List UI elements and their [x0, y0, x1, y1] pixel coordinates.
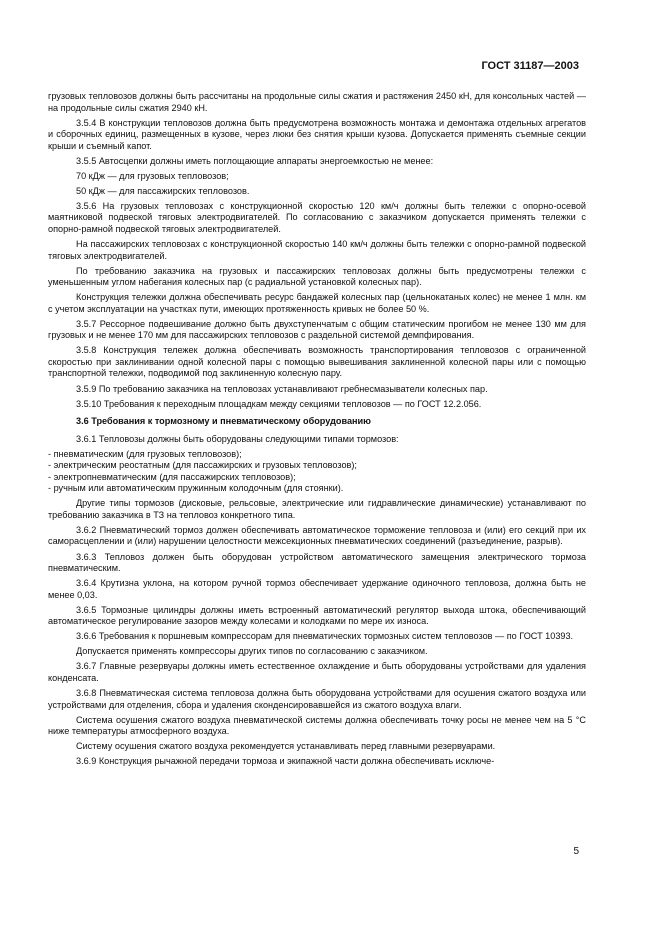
section-heading: 3.6 Требования к тормозному и пневматическому оборудованию — [76, 416, 371, 427]
document-body — [48, 91, 586, 771]
paragraph: Конструкция тележки должна обеспечивать ресурс бандажей колесных пар (цельнокатаных колес) не менее 1 млн. км с учетом эксплуатации на участках пути, имеющих протяженность кривых не более 50 %. — [48, 292, 586, 314]
paragraph: Систему осушения сжатого воздуха рекомендуется устанавливать перед главными резервуарами. — [76, 741, 496, 752]
list-item: - электрическим реостатным (для пассажирских и грузовых тепловозов); — [48, 460, 357, 471]
paragraph: 3.6.8 Пневматическая система тепловоза должна быть оборудована устройствами для осушения сжатого воздуха или устройствами для отделения, сбора и удаления сконденсировавшейся из сжатого воздуха влаги. — [48, 688, 586, 710]
paragraph: 3.6.1 Тепловозы должны быть оборудованы следующими типами тормозов: — [76, 433, 399, 444]
brake-types-list — [48, 449, 586, 495]
paragraph: 3.5.10 Требования к переходным площадкам между секциями тепловозов — по ГОСТ 12.2.056. — [76, 398, 482, 409]
list-item: - ручным или автоматическим пружинным колодочным (для стоянки). — [48, 483, 344, 494]
paragraph: 3.6.9 Конструкция рычажной передачи тормоза и экипажной части должна обеспечивать исключе- — [76, 756, 495, 767]
paragraph: 3.6.4 Крутизна уклона, на котором ручной тормоз обеспечивает удержание одиночного тепловоза, должна быть не менее 0,03. — [48, 578, 586, 600]
paragraph: 3.6.5 Тормозные цилиндры должны иметь встроенный автоматический регулятор выхода штока, обеспечивающий автоматическое регулирование зазоров между колесами и колодками по мере их износа. — [48, 604, 586, 627]
paragraph: грузовых тепловозов должны быть рассчитаны на продольные силы сжатия и растяжения 2450 кН, для консольных частей — на продольные силы сжатия 2940 кН. — [48, 91, 586, 113]
paragraph: 3.5.7 Рессорное подвешивание должно быть двухступенчатым с общим статическим прогибом не менее 130 мм для грузовых и не менее 170 мм для пассажирских тепловозов с раздельной системой демпфирования. — [48, 318, 586, 341]
paragraph: 3.5.5 Автосцепки должны иметь поглощающие аппараты энергоемкостью не менее: — [76, 155, 434, 166]
document-header: ГОСТ 31187—2003 — [481, 60, 579, 72]
page-number: 5 — [573, 846, 579, 857]
paragraph: 50 кДж — для пассажирских тепловозов. — [76, 185, 250, 196]
paragraph: Допускается применять компрессоры других типов по согласованию с заказчиком. — [76, 646, 428, 657]
paragraph: Другие типы тормозов (дисковые, рельсовые, электрические или гидравлические динамические) устанавливают по требованию заказчика в ТЗ на тепловоз конкретного типа. — [48, 498, 586, 520]
paragraph: 3.5.9 По требованию заказчика на тепловозах устанавливают гребнесмазыватели колесных пар. — [76, 383, 488, 394]
paragraph: Система осушения сжатого воздуха пневматической системы должна обеспечивать точку росы не менее чем на 5 °С ниже температуры атмосферного воздуха. — [48, 714, 586, 737]
paragraph: 3.6.6 Требования к поршневым компрессорам для пневматических тормозных систем тепловозов — по ГОСТ 10393. — [76, 631, 574, 642]
paragraph: 3.5.4 В конструкции тепловозов должна быть предусмотрена возможность монтажа и демонтажа отдельных агрегатов и сборочных единиц, размещенных в кузове, через люки без снятия крыши кузова. Допускается применять съемные секции крыши и съемный капот. — [48, 117, 586, 151]
paragraph: 3.6.3 Тепловоз должен быть оборудован устройством автоматического замещения электрического тормоза пневматическим. — [48, 551, 586, 573]
paragraph: 3.5.8 Конструкция тележек должна обеспечивать возможность транспортирования тепловозов с ограниченной скоростью при заклинивании одной колесной пары с помощью вывешивания заклиненной колесной пары или с помощью транспортной тележки, подводимой под заклиненную колесную пару. — [48, 345, 586, 379]
paragraph: По требованию заказчика на грузовых и пассажирских тепловозах должны быть предусмотрены тележки с уменьшенным углом набегания колесных пар (с радиальной установкой колесных пар). — [48, 265, 586, 288]
paragraph: 3.6.7 Главные резервуары должны иметь естественное охлаждение и быть оборудованы устройствами для удаления конденсата. — [48, 661, 586, 683]
list-item: - пневматическим (для грузовых тепловозов); — [48, 448, 242, 459]
paragraph: 3.6.2 Пневматический тормоз должен обеспечивать автоматическое торможение тепловоза и (или) его секций при их саморасцеплении и (или) нарушении целостности межсекционных пневматических соединений (разъединение, разрыв). — [48, 524, 586, 547]
paragraph: 70 кДж — для грузовых тепловозов; — [76, 170, 229, 181]
paragraph: 3.5.6 На грузовых тепловозах с конструкционной скоростью 120 км/ч должны быть тележки с опорно-осевой маятниковой подвеской тяговых электродвигателей. По согласованию с заказчиком допускается применять тележки с опорно-рамной подвеской тяговых электродвигателей. — [48, 200, 586, 234]
list-item: - электропневматическим (для пассажирских тепловозов); — [48, 471, 296, 482]
paragraph: На пассажирских тепловозах с конструкционной скоростью 140 км/ч должны быть тележки с опорно-рамной подвеской тяговых электродвигателей. — [48, 239, 586, 261]
